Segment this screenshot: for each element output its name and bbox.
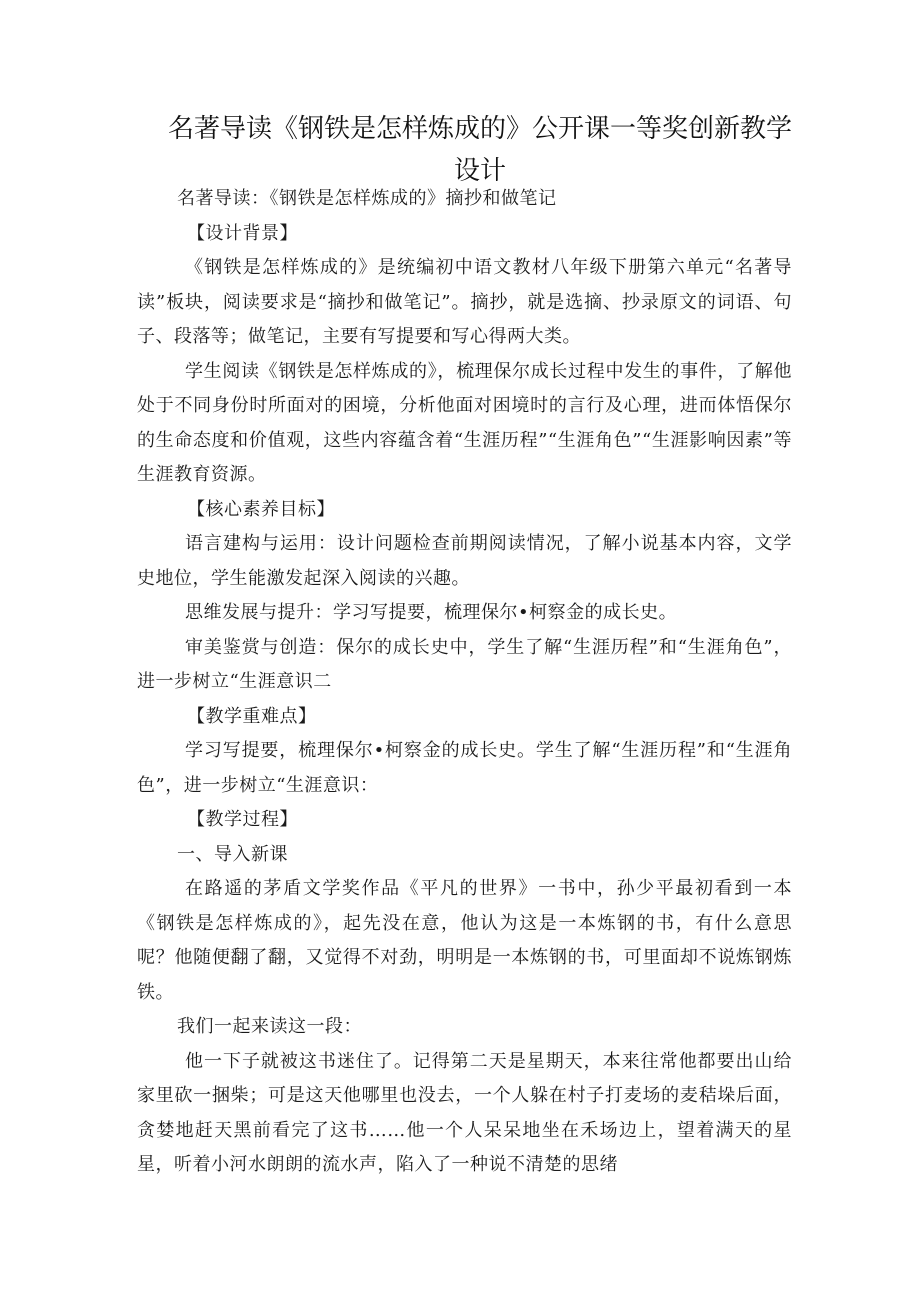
paragraph: 他一下子就被这书迷住了。记得第二天是星期天，本来往常他都要出山给家里砍一捆柴；可是这天他哪里也没去，一个人躲在村子打麦场的麦秸垛后面，贪婪地赶天黑前看完了这书……他一个人呆呆地坐在禾场边上，望着满天的星星，听着小河水朗朗的流水声，陷入了一种说不清楚的思绪 — [137, 1050, 792, 1175]
paragraph: 语言建构与运用：设计问题检查前期阅读情况，了解小说基本内容，文学史地位，学生能激发起深入阅读的兴趣。 — [137, 533, 792, 589]
paragraph: 我们一起来读这一段： — [177, 1016, 362, 1037]
section-heading: 【教学过程】 — [187, 809, 298, 830]
section-heading: 【设计背景】 — [187, 222, 298, 244]
section-heading: 【核心素养目标】 — [187, 498, 335, 520]
paragraph: 《钢铁是怎样炼成的》是统编初中语文教材八年级下册第六单元“名著导读”板块，阅读要求是“摘抄和做笔记”。摘抄，就是选摘、抄录原文的词语、句子、段落等；做笔记，主要有写提要和写心得两大类。 — [137, 257, 792, 347]
paragraph: 学习写提要，梳理保尔•柯察金的成长史。学生了解“生涯历程”和“生涯角色”，进一步树立“生涯意识： — [137, 740, 792, 796]
paragraph: 名著导读：《钢铁是怎样炼成的》摘抄和做笔记 — [177, 188, 557, 209]
document-body — [137, 182, 792, 1183]
paragraph: 在路遥的茅盾文学奖作品《平凡的世界》一书中，孙少平最初看到一本《钢铁是怎样炼成的》，起先没在意，他认为这是一本炼钢的书，有什么意思呢？他随便翻了翻，又觉得不对劲，明明是一本炼钢的书，可里面却不说炼钢炼铁。 — [137, 878, 792, 1003]
paragraph: 一、导入新课 — [177, 843, 288, 865]
section-heading: 【教学重难点】 — [187, 705, 317, 727]
paragraph: 思维发展与提升：学习写提要，梳理保尔•柯察金的成长史。 — [185, 602, 678, 623]
paragraph: 审美鉴赏与创造：保尔的成长史中，学生了解“生涯历程”和“生涯角色”，进一步树立“生涯意识二 — [137, 636, 792, 692]
document-title: 名著导读《钢铁是怎样炼成的》公开课一等奖创新教学设计 — [167, 114, 792, 186]
paragraph: 学生阅读《钢铁是怎样炼成的》，梳理保尔成长过程中发生的事件，了解他处于不同身份时所面对的困境，分析他面对困境时的言行及心理，进而体悟保尔的生命态度和价值观，这些内容蕴含着“生涯历程”“生涯角色”“生涯影响因素”等生涯教育资源。 — [137, 360, 792, 485]
